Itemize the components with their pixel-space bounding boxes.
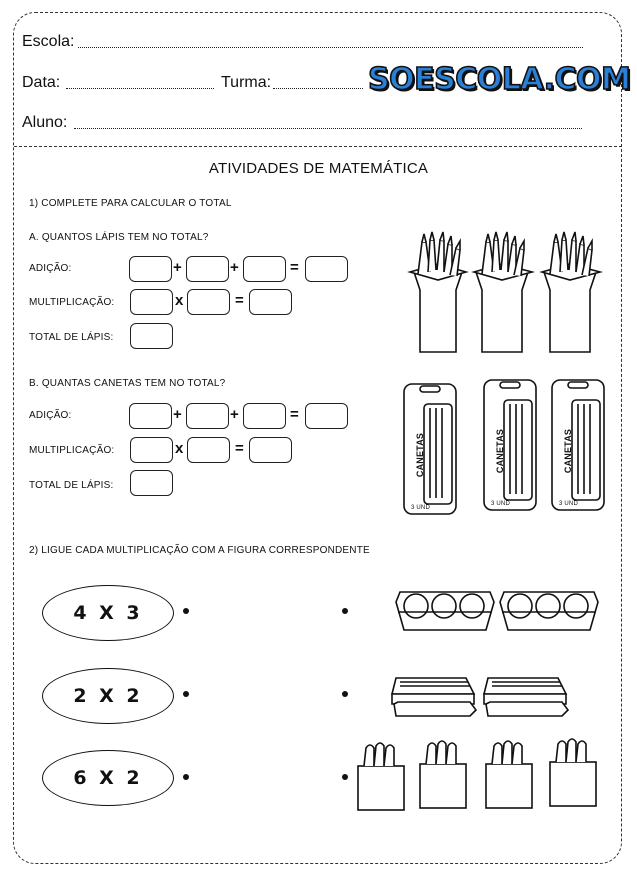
- q1a-multiplicacao-label: MULTIPLICAÇÃO:: [29, 297, 115, 308]
- connect-dot-right[interactable]: [342, 774, 348, 780]
- bread-bag-icon: [358, 743, 404, 810]
- q1a-add-result[interactable]: [305, 256, 348, 282]
- egg-carton-icon: [500, 592, 598, 630]
- q1a-total-box[interactable]: [130, 323, 173, 349]
- pen-pack-icon: [552, 380, 604, 510]
- egg-carton-icon: [396, 592, 494, 630]
- pen-pack-label: CANETAS: [563, 428, 574, 474]
- data-label: Data:: [22, 74, 61, 91]
- plus-sign: +: [173, 259, 182, 276]
- q1-instruction: 1) COMPLETE PARA CALCULAR O TOTAL: [29, 198, 232, 209]
- times-sign: x: [175, 440, 184, 457]
- header-divider: [14, 146, 622, 147]
- q1a-mult-box-1[interactable]: [130, 289, 173, 315]
- q1a-total-label: TOTAL DE LÁPIS:: [29, 332, 114, 343]
- pen-pack-count: 3 UND: [491, 501, 511, 507]
- q1b-mult-box-2[interactable]: [187, 437, 230, 463]
- pencil-cups-illustration: [404, 230, 614, 360]
- q1b-add-box-3[interactable]: [243, 403, 286, 429]
- pen-pack-count: 3 UND: [411, 505, 431, 511]
- soescola-logo: SOESCOLA.COM: [368, 62, 631, 97]
- pen-pack-icon: [484, 380, 536, 510]
- books-illustration: [388, 672, 588, 722]
- egg-cartons-illustration: [394, 582, 614, 642]
- equals-sign: =: [235, 292, 244, 309]
- q1b-multiplicacao-label: MULTIPLICAÇÃO:: [29, 445, 115, 456]
- connect-dot-left[interactable]: [183, 608, 189, 614]
- q1b-total-label: TOTAL DE LÁPIS:: [29, 480, 114, 491]
- q2-instruction: 2) LIGUE CADA MULTIPLICAÇÃO COM A FIGURA CORRESPONDENTE: [29, 545, 370, 556]
- aluno-label: Aluno:: [22, 114, 68, 131]
- plus-sign: +: [230, 259, 239, 276]
- plus-sign: +: [230, 406, 239, 423]
- connect-dot-left[interactable]: [183, 691, 189, 697]
- bread-bag-icon: [550, 739, 596, 806]
- turma-label: Turma:: [221, 74, 272, 91]
- q1b-add-box-2[interactable]: [186, 403, 229, 429]
- q1b-mult-box-1[interactable]: [130, 437, 173, 463]
- connect-dot-left[interactable]: [183, 774, 189, 780]
- pencil-cup-icon: [410, 232, 466, 352]
- q1a-question: A. QUANTOS LÁPIS TEM NO TOTAL?: [29, 232, 209, 243]
- q1b-mult-result[interactable]: [249, 437, 292, 463]
- pencil-cup-icon: [542, 232, 600, 352]
- q1b-question: B. QUANTAS CANETAS TEM NO TOTAL?: [29, 378, 226, 389]
- pen-pack-count: 3 UND: [559, 501, 579, 507]
- escola-field[interactable]: [78, 47, 583, 48]
- multiplication-oval: 2 X 2: [42, 668, 174, 724]
- page-title: ATIVIDADES DE MATEMÁTICA: [208, 160, 429, 177]
- aluno-field[interactable]: [74, 128, 582, 129]
- q1a-mult-result[interactable]: [249, 289, 292, 315]
- bread-bag-icon: [486, 741, 532, 808]
- connect-dot-right[interactable]: [342, 608, 348, 614]
- plus-sign: +: [173, 406, 182, 423]
- pen-packs-illustration: [398, 378, 618, 518]
- pen-pack-label: CANETAS: [495, 428, 506, 474]
- q1a-mult-box-2[interactable]: [187, 289, 230, 315]
- q1b-adicao-label: ADIÇÃO:: [29, 410, 72, 421]
- q1a-add-box-3[interactable]: [243, 256, 286, 282]
- equals-sign: =: [290, 259, 299, 276]
- equals-sign: =: [290, 406, 299, 423]
- data-field[interactable]: [66, 88, 214, 89]
- q1a-add-box-2[interactable]: [186, 256, 229, 282]
- pen-pack-icon: [404, 384, 456, 514]
- q1b-total-box[interactable]: [130, 470, 173, 496]
- escola-label: Escola:: [22, 33, 75, 50]
- bread-bag-icon: [420, 741, 466, 808]
- turma-field[interactable]: [273, 88, 363, 89]
- multiplication-oval: 6 X 2: [42, 750, 174, 806]
- bread-bags-illustration: [354, 738, 604, 813]
- multiplication-oval: 4 X 3: [42, 585, 174, 641]
- book-stack-icon: [392, 678, 476, 716]
- q1b-add-box-1[interactable]: [129, 403, 172, 429]
- pencil-cup-icon: [474, 232, 532, 352]
- q1a-add-box-1[interactable]: [129, 256, 172, 282]
- book-stack-icon: [484, 678, 568, 716]
- q1a-adicao-label: ADIÇÃO:: [29, 263, 72, 274]
- equals-sign: =: [235, 440, 244, 457]
- times-sign: x: [175, 292, 184, 309]
- pen-pack-label: CANETAS: [415, 432, 426, 478]
- q1b-add-result[interactable]: [305, 403, 348, 429]
- connect-dot-right[interactable]: [342, 691, 348, 697]
